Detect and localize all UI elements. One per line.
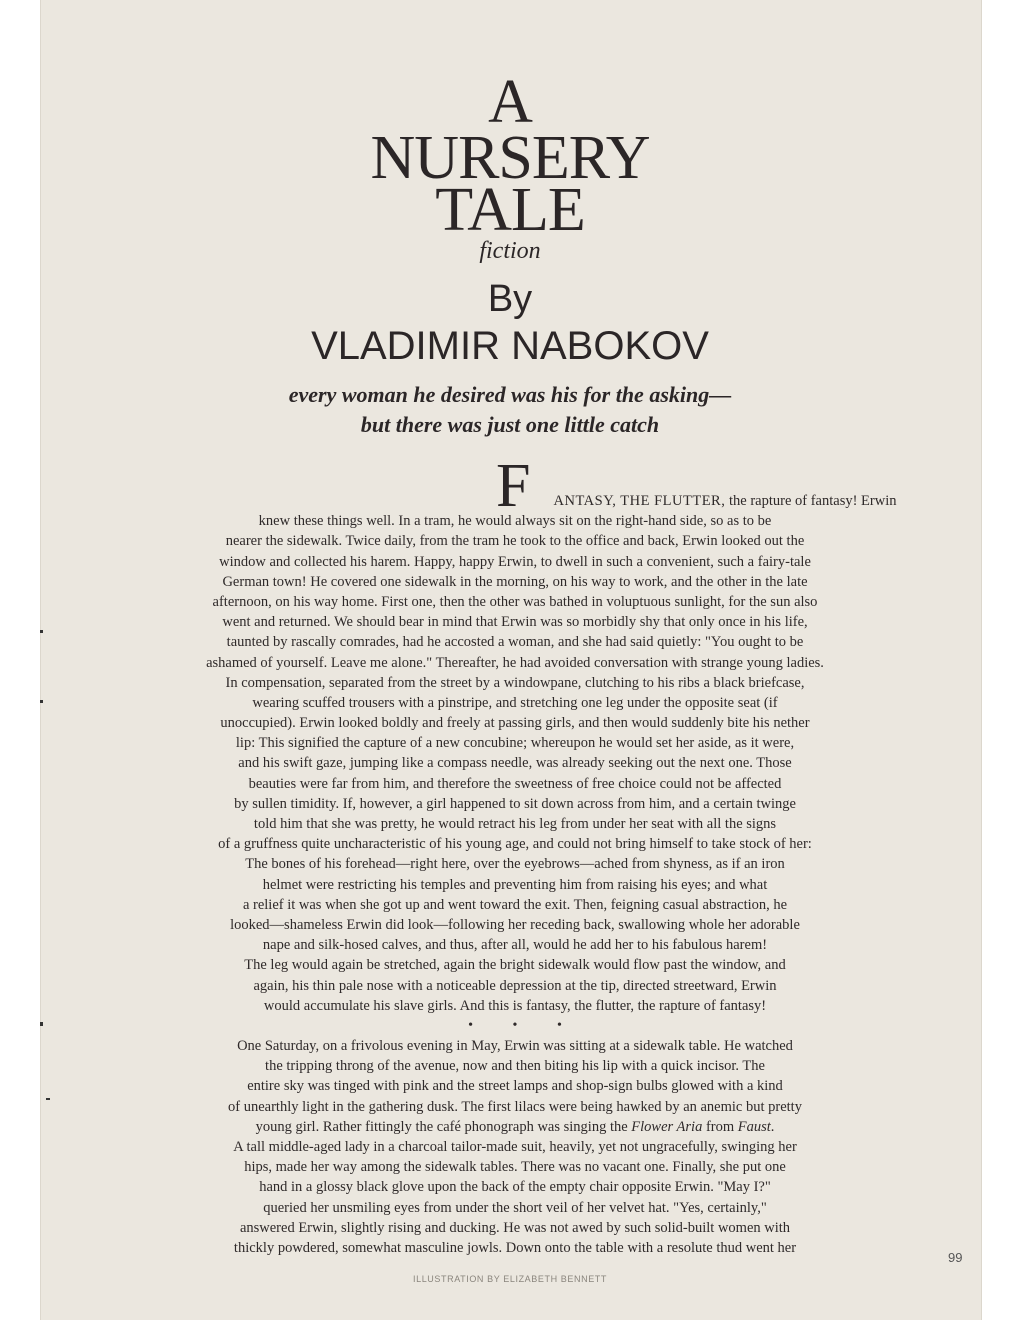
first-line	[100, 491, 930, 511]
title-line-3: TALE	[435, 176, 585, 244]
body-line: One Saturday, on a frivolous evening in May, Erwin was sitting at a sidewalk table. He watched	[237, 1038, 793, 1055]
section-separator: • • •	[468, 1017, 580, 1033]
first-line-text: the rapture of fantasy! Erwin	[725, 493, 897, 509]
body-line: unoccupied). Erwin looked boldly and freely at passing girls, and then would suddenly bite his nether	[220, 715, 810, 732]
text-run: .	[770, 1118, 775, 1135]
body-line: the tripping throng of the avenue, now and then biting his lip with a quick incisor. The	[265, 1058, 765, 1075]
body-line: thickly powdered, somewhat masculine jowls. Down onto the table with a resolute thud went her	[233, 1239, 797, 1256]
margin-mark	[40, 1022, 43, 1026]
title-line-1: A	[488, 68, 532, 136]
text-run: young girl. Rather fittingly the café phonograph was singing the	[255, 1118, 632, 1135]
body-line: entire sky was tinged with pink and the street lamps and shop-sign bulbs glowed with a kind	[247, 1078, 783, 1095]
body-line	[100, 1117, 930, 1137]
title-line-2: NURSERY	[370, 124, 650, 192]
body-line: ashamed of yourself. Leave me alone." Thereafter, he had avoided conversation with strange young ladies.	[206, 654, 824, 671]
drop-cap: F	[496, 452, 531, 520]
body-line: The leg would again be stretched, again the bright sidewalk would flow past the window, and	[244, 957, 786, 974]
body-line: answered Erwin, slightly rising and ducking. He was not awed by such solid-built women with	[239, 1219, 791, 1236]
body-line: went and returned. We should bear in mind that Erwin was so morbidly shy that only once in his life,	[222, 614, 808, 631]
body-line: by sullen timidity. If, however, a girl happened to sit down across from him, and a certain twinge	[234, 795, 796, 812]
margin-mark	[46, 1098, 50, 1100]
body-line: and his swift gaze, jumping like a compass needle, was already seeking out the next one. Those	[238, 755, 792, 772]
body-line: In compensation, separated from the street by a windowpane, clutching to his ribs a black briefcase,	[225, 674, 805, 691]
body-line: beauties were far from him, and therefore the sweetness of free choice could not be affected	[248, 775, 782, 792]
subtitle-line-1: every woman he desired was his for the asking—	[288, 382, 732, 407]
body-line: wearing scuffed trousers with a pinstripe, and stretching one leg under the opposite seat (if	[252, 694, 778, 711]
body-line: window and collected his harem. Happy, happy Erwin, to dwell in such a convenient, such a fairy-tale	[219, 553, 811, 570]
body-line: nearer the sidewalk. Twice daily, from the tram he took to the office and back, Erwin looked out the	[225, 533, 805, 550]
paragraph-1	[100, 511, 930, 1016]
body-line: of unearthly light in the gathering dusk. The first lilacs were being hawked by an anemic but pretty	[228, 1098, 802, 1115]
italic-title: Flower Aria	[631, 1118, 703, 1135]
author-name: VLADIMIR NABOKOV	[311, 324, 709, 368]
body-line: afternoon, on his way home. First one, then the other was bathed in voluptuous sunlight, for the sun also	[212, 593, 818, 610]
body-line: of a gruffness quite uncharacteristic of his young age, and could not bring himself to take stock of her:	[218, 836, 812, 853]
body-line: would accumulate his slave girls. And this is fantasy, the flutter, the rapture of fantasy!	[263, 997, 767, 1014]
genre-label: fiction	[479, 238, 541, 264]
body-line: looked—shameless Erwin did look—following her receding back, swallowing whole her adorable	[230, 916, 800, 933]
body-line: hand in a glossy black glove upon the back of the empty chair opposite Erwin. "May I?"	[259, 1179, 771, 1196]
body-line: queried her unsmiling eyes from under the short veil of her velvet hat. "Yes, certainly,"	[263, 1199, 767, 1216]
text-run: from	[702, 1118, 738, 1135]
body-line: hips, made her way among the sidewalk tables. There was no vacant one. Finally, she put one	[244, 1159, 786, 1176]
body-line: helmet were restricting his temples and preventing him from raising his eyes; and what	[262, 876, 768, 893]
opening-smallcaps: ANTASY, THE FLUTTER,	[553, 493, 726, 509]
body-line: told him that she was pretty, he would retract his leg from under her seat with all the signs	[253, 816, 777, 832]
body-line: taunted by rascally comrades, had he accosted a woman, and she had said quietly: "You ought to be	[226, 634, 804, 651]
body-line: A tall middle-aged lady in a charcoal tailor-made suit, heavily, yet not ungracefully, swinging her	[233, 1139, 797, 1155]
body-line: nape and silk-hosed calves, and thus, after all, would he add her to his fabulous harem!	[262, 937, 768, 954]
byline-by: By	[487, 278, 533, 320]
body-line: lip: This signified the capture of a new concubine; whereupon he would set her aside, as it were,	[235, 735, 795, 752]
body-line: German town! He covered one sidewalk in the morning, on his way to work, and the other in the late	[222, 573, 808, 590]
italic-title: Faust	[737, 1118, 771, 1135]
body-line: a relief it was when she got up and went toward the exit. Then, feigning casual abstraction, he	[242, 896, 788, 913]
article-body	[100, 491, 930, 1258]
subtitle-line-2: but there was just one little catch	[360, 412, 660, 437]
illustration-credit: ILLUSTRATION BY ELIZABETH BENNETT	[412, 1274, 607, 1284]
margin-mark	[40, 630, 43, 633]
body-line: again, his thin pale nose with a noticeable depression at the tip, directed streetward, Erwin	[253, 977, 777, 994]
body-line: knew these things well. In a tram, he would always sit on the right-hand side, so as to be	[258, 513, 772, 530]
page-number: 99	[948, 1250, 963, 1265]
body-line: The bones of his forehead—right here, over the eyebrows—ached from shyness, as if an iron	[245, 856, 785, 873]
margin-mark	[40, 700, 43, 703]
